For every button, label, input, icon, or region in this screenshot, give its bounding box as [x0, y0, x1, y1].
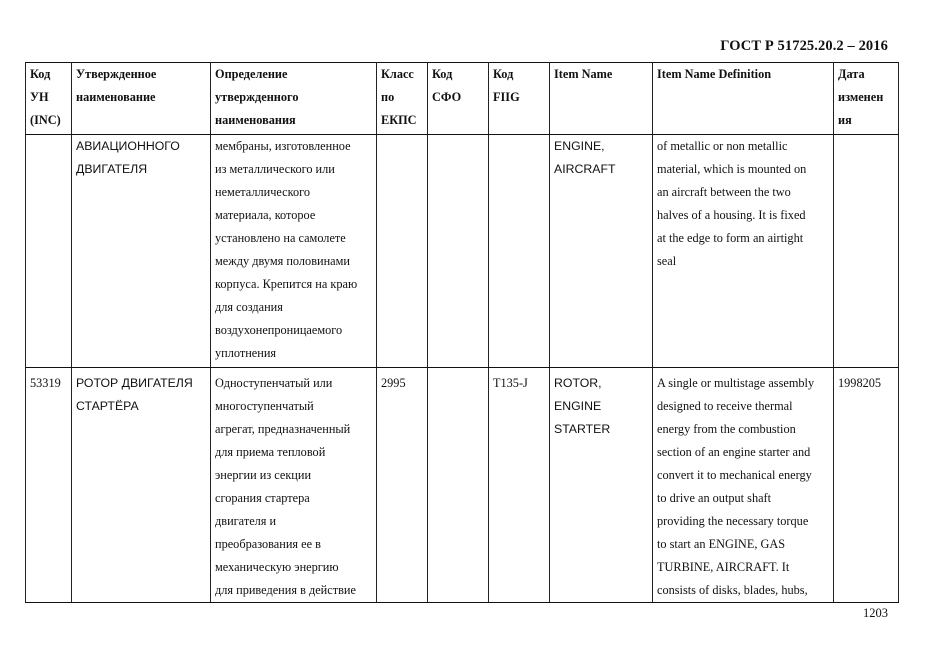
cell-approved-name-line: СТАРТЁРА	[76, 399, 139, 413]
column-header-line: Дата	[838, 67, 865, 81]
cell-item-name-line: ENGINE	[554, 399, 602, 413]
cell-definition-line: Одноступенчатый или	[215, 376, 333, 390]
cell-change-date: 1998205	[834, 368, 899, 603]
cell-item-name-definition-line: of metallic or non metallic	[657, 139, 788, 153]
cell-item-name-line: ENGINE,	[554, 139, 605, 153]
column-header-line: Код	[432, 67, 453, 81]
column-header-line: Определение	[215, 67, 288, 81]
cell-item-name-definition-line: to drive an output shaft	[657, 491, 772, 505]
cell-definition-line: двигателя и	[215, 514, 277, 528]
cell-item-name-definition-line: at the edge to form an airtight	[657, 231, 804, 245]
cell-definition-line: из металлического или	[215, 162, 335, 176]
column-header-line: Item Name Definition	[657, 67, 772, 81]
cell-item-name-line: AIRCRAFT	[554, 162, 616, 176]
column-header-line: утвержденного	[215, 90, 299, 104]
cell-approved-name-line: АВИАЦИОННОГО	[76, 139, 180, 153]
cell-item-name-definition-line: an aircraft between the two	[657, 185, 791, 199]
cell-item-name-definition-line: section of an engine starter and	[657, 445, 811, 459]
cell-sfo	[428, 135, 489, 368]
cell-inc	[26, 135, 72, 368]
cell-definition-line: неметаллического	[215, 185, 311, 199]
cell-item-name-definition-line: A single or multistage assembly	[657, 376, 815, 390]
column-header-inc	[26, 63, 72, 135]
cell-sfo	[428, 368, 489, 603]
page-number: 1203	[863, 606, 888, 620]
cell-item-name-definition-line: consists of disks, blades, hubs,	[657, 583, 808, 597]
cell-definition	[211, 368, 377, 603]
cell-item-name-definition	[653, 368, 834, 603]
cell-definition-line: преобразования ее в	[215, 537, 321, 551]
column-header-line: Код	[493, 67, 514, 81]
column-header-line: ЕКПС	[381, 113, 417, 127]
cell-item-name-definition-line: energy from the combustion	[657, 422, 796, 436]
cell-item-name-line: ROTOR,	[554, 376, 602, 390]
cell-definition-line: установлено на самолете	[215, 231, 346, 245]
document-standard-header: ГОСТ Р 51725.20.2 – 2016	[720, 38, 888, 54]
column-header-item-name	[550, 63, 653, 135]
cell-item-name-definition-line: designed to receive thermal	[657, 399, 793, 413]
cell-item-name-definition-line: convert it to mechanical energy	[657, 468, 812, 482]
cell-definition-line: материала, которое	[215, 208, 316, 222]
cell-definition-line: между двумя половинами	[215, 254, 350, 268]
cell-fiig	[489, 135, 550, 368]
column-header-line: Класс	[381, 67, 414, 81]
cell-definition-line: многоступенчатый	[215, 399, 314, 413]
cell-item-name-definition-line: to start an ENGINE, GAS	[657, 537, 786, 551]
cell-approved-name-line: РОТОР ДВИГАТЕЛЯ	[76, 376, 193, 390]
cell-item-name-definition-line: halves of a housing. It is fixed	[657, 208, 806, 222]
cell-definition-line: для создания	[215, 300, 283, 314]
column-header-line: изменен	[838, 90, 884, 104]
column-header-line: наименование	[76, 90, 156, 104]
cell-item-name	[550, 368, 653, 603]
column-header-line: ия	[838, 113, 852, 127]
cell-class: 2995	[377, 368, 428, 603]
cell-definition-line: механическую энергию	[215, 560, 339, 574]
column-header-line: Item Name	[554, 67, 613, 81]
cell-item-name-definition	[653, 135, 834, 368]
cell-item-name-definition-line: TURBINE, AIRCRAFT. It	[657, 560, 790, 574]
column-header-fiig	[489, 63, 550, 135]
cell-definition-line: корпуса. Крепится на краю	[215, 277, 358, 291]
column-header-line: (INC)	[30, 113, 61, 127]
column-header-line: по	[381, 90, 395, 104]
cell-item-name-line: STARTER	[554, 422, 611, 436]
column-header-item-name-definition	[653, 63, 834, 135]
column-header-line: УН	[30, 90, 49, 104]
column-header-line: FIIG	[493, 90, 520, 104]
column-header-sfo	[428, 63, 489, 135]
cell-definition	[211, 135, 377, 368]
cell-definition-line: сгорания стартера	[215, 491, 310, 505]
cell-definition-line: для приведения в действие	[215, 583, 356, 597]
cell-definition-line: для приема тепловой	[215, 445, 326, 459]
cell-item-name-definition-line: seal	[657, 254, 677, 268]
cell-definition-line: воздухонепроницаемого	[215, 323, 343, 337]
column-header-line: Утвержденное	[76, 67, 157, 81]
classification-table	[25, 62, 899, 603]
column-header-line: СФО	[432, 90, 462, 104]
table-header-row	[26, 63, 899, 135]
column-header-definition	[211, 63, 377, 135]
cell-approved-name	[72, 135, 211, 368]
cell-definition-line: уплотнения	[215, 346, 277, 360]
cell-definition-line: энергии из секции	[215, 468, 312, 482]
cell-item-name	[550, 135, 653, 368]
cell-class	[377, 135, 428, 368]
column-header-change-date	[834, 63, 899, 135]
column-header-class	[377, 63, 428, 135]
cell-inc: 53319	[26, 368, 72, 603]
table-row	[26, 368, 899, 603]
cell-change-date	[834, 135, 899, 368]
column-header-line: Код	[30, 67, 51, 81]
cell-approved-name	[72, 368, 211, 603]
table-row	[26, 135, 899, 368]
cell-fiig: T135-J	[489, 368, 550, 603]
cell-definition-line: агрегат, предназначенный	[215, 422, 351, 436]
cell-item-name-definition-line: providing the necessary torque	[657, 514, 809, 528]
column-header-line: наименования	[215, 113, 296, 127]
column-header-approved-name	[72, 63, 211, 135]
cell-approved-name-line: ДВИГАТЕЛЯ	[76, 162, 148, 176]
cell-item-name-definition-line: material, which is mounted on	[657, 162, 807, 176]
cell-definition-line: мембраны, изготовленное	[215, 139, 351, 153]
